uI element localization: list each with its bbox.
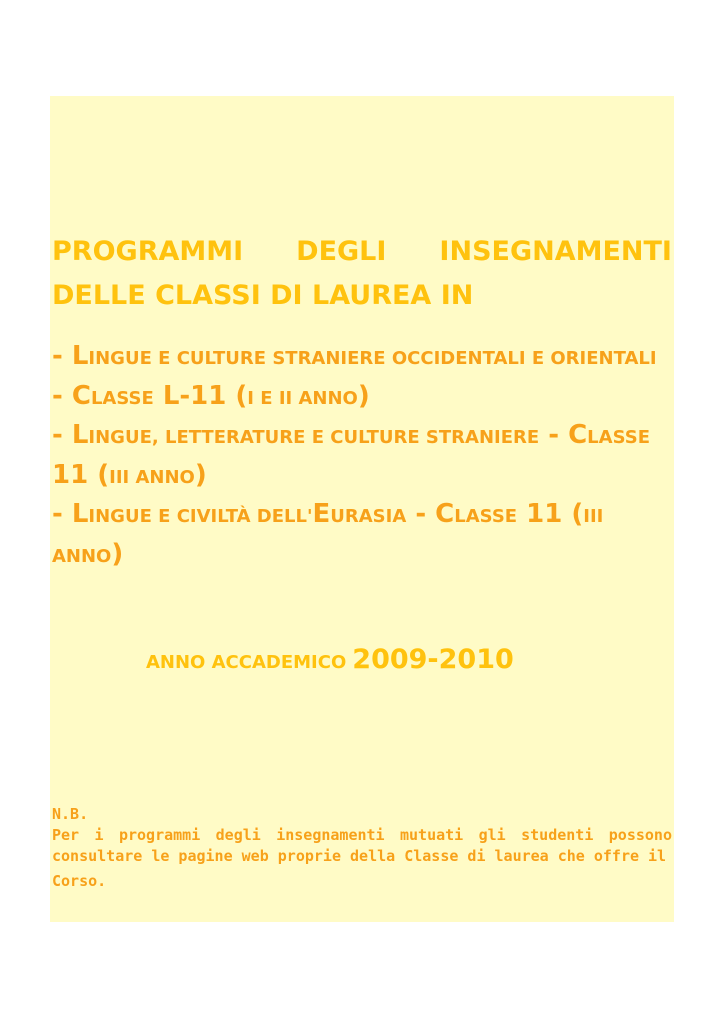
course-name: LINGUE E CIVILTÀ DELL'EURASIA xyxy=(71,499,407,530)
note-block xyxy=(52,804,672,892)
note-last-line: Corso. xyxy=(52,872,107,890)
document-title xyxy=(52,230,672,318)
course-class: CLASSE L-11 (I E II ANNO) xyxy=(71,380,370,411)
title-line-2: DELLE CLASSI DI LAUREA IN xyxy=(52,280,474,311)
academic-year-value: 2009-2010 xyxy=(352,644,514,675)
course-name: LINGUE E CULTURE STRANIERE OCCIDENTALI E ORIENTALI xyxy=(71,341,657,371)
course-name: LINGUE, LETTERATURE E CULTURE STRANIERE xyxy=(71,420,540,451)
course-years: I E II ANNO xyxy=(247,387,358,409)
title-word: INSEGNAMENTI xyxy=(439,236,672,267)
title-word: PROGRAMMI xyxy=(52,236,244,267)
title-word: DEGLI xyxy=(296,236,387,267)
course-years: III ANNO xyxy=(109,466,195,488)
note-heading: N.B. xyxy=(52,805,89,823)
course-class: CLASSE 11 (III ANNO) xyxy=(52,499,604,569)
course-item: - LINGUE E CULTURE STRANIERE OCCIDENTALI E ORIENTALI - CLASSE L-11 (I E II ANNO) xyxy=(52,341,657,411)
course-list xyxy=(52,338,672,576)
academic-year xyxy=(146,644,514,675)
note-text: Per i programmi degli insegnamenti mutuati gli studenti possono consultare le pagine web proprie della Classe di laurea che offre il xyxy=(52,826,672,865)
course-item: - LINGUE E CIVILTÀ DELL'EURASIA - CLASSE 11 (III ANNO) xyxy=(52,499,604,569)
course-class: CLASSE 11 (III ANNO) xyxy=(52,420,650,490)
course-item: - LINGUE, LETTERATURE E CULTURE STRANIERE - CLASSE 11 (III ANNO) xyxy=(52,420,650,490)
course-years: III ANNO xyxy=(52,506,604,567)
academic-year-label: ANNO ACCADEMICO xyxy=(146,652,347,673)
title-line-1 xyxy=(52,230,672,274)
